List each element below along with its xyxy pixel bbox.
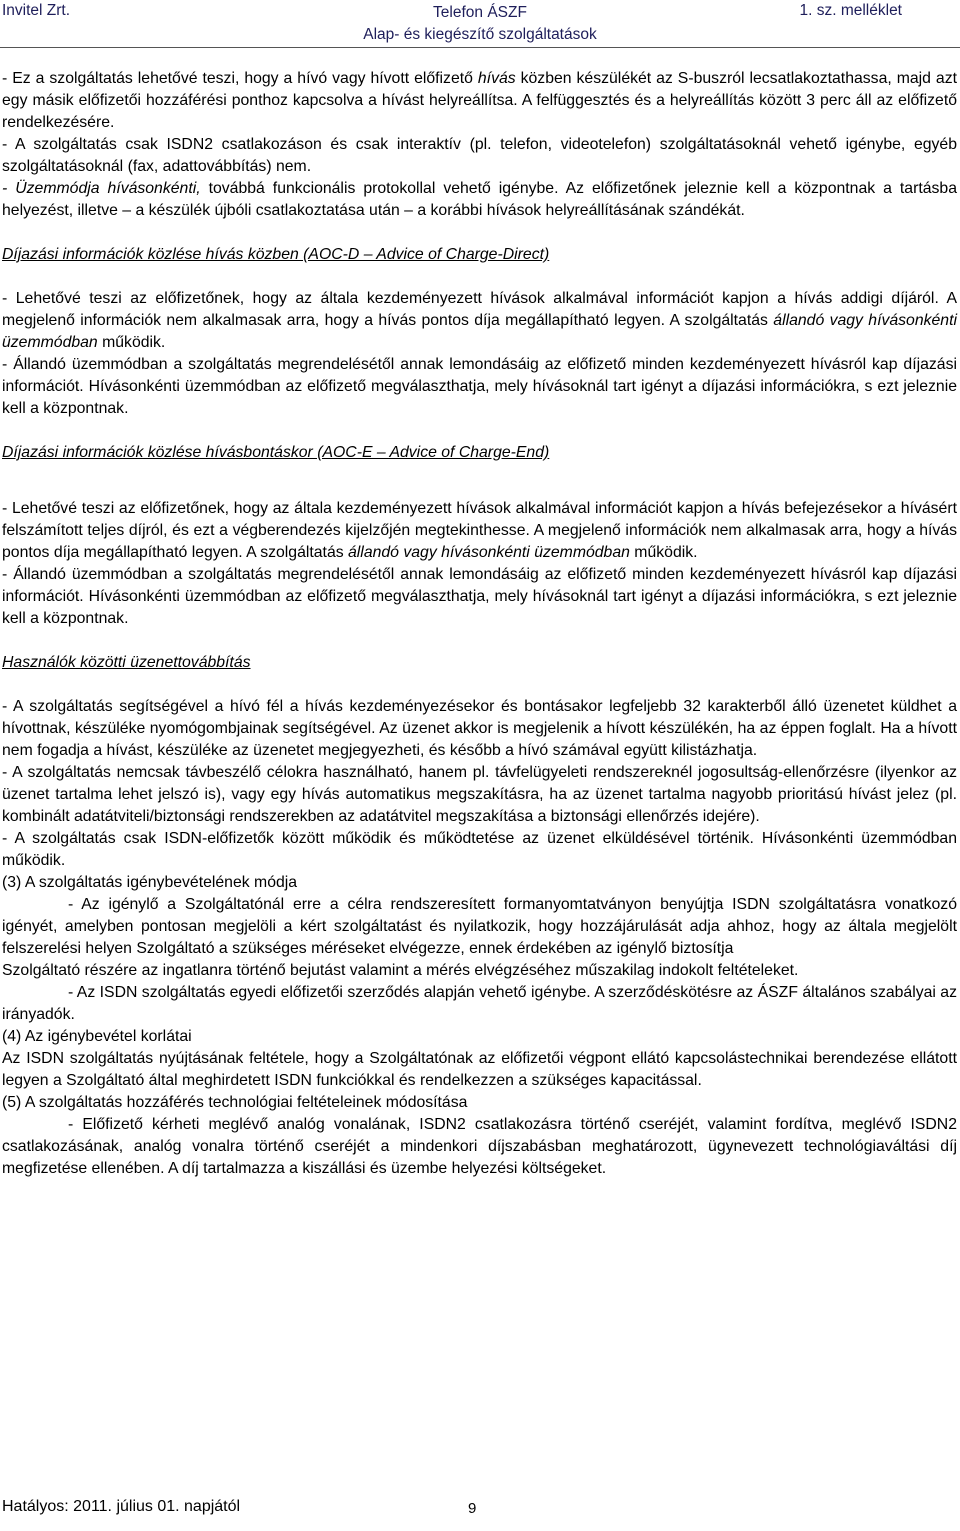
paragraph: - A szolgáltatás segítségével a hívó fél a hívás kezdeményezésekor és bontásakor legfeljebb 32 karakterből álló üzenetet küldhet a hívottnak, készüléke nyomógombjainak segítségével. Az üzenet akkor is megjelenik a hívott készülékén, ha az éppen foglalt. Ha a hívott nem fogadja a hívást, készüléke az üzenetet megjegyezheti, és később a hívó számával együtt kilistázhatja. [2,698,957,759]
text-run: továbbá funkcionális protokollal vehető igénybe. Az előfizetőnek jeleznie kell a központnak a tartásba helyezést, illetve – a készülék újbóli csatlakoztatása után – a korábbi hívások helyreállításának szándékát. [2,180,957,219]
paragraph: - Állandó üzemmódban a szolgáltatás megrendelésétől annak lemondásáig az előfizető minden kezdeményezett hívásról kap díjazási információt. Hívásonkénti üzemmódban az előfizető megválaszthatja, mely hívásoknál tart igényt a díjazási információkra, s ezt jeleznie kell a központnak. [2,356,957,417]
text-run: működik. [97,334,166,351]
text-run: működik. [629,544,698,561]
paragraph: - Az ISDN szolgáltatás egyedi előfizetői szerződés alapján vehető igénybe. A szerződéskötésre az ÁSZF általános szabályai az irányadók. [2,984,957,1023]
document-title: Telefon ÁSZF [433,4,527,21]
effective-date: Hatályos: 2011. július 01. napjától [2,1498,241,1515]
paragraph: - Előfizető kérheti meglévő analóg vonalának, ISDN2 csatlakozásra történő cseréjét, valamint fordítva, meglévő ISDN2 csatlakozásának, analóg vonalra történő cseréjét a mindenkori díjszabásban meghatározott, ügynevezett technológiaváltási díj megfizetése ellenében. A díj tartalmazza a kiszállási és üzembe helyezési költségeket. [2,1116,957,1177]
subsection-heading: (5) A szolgáltatás hozzáférés technológiai feltételeinek módosítása [2,1094,468,1111]
paragraph: - A szolgáltatás csak ISDN-előfizetők között működik és működtetése az üzenet elküldésével történik. Hívásonkénti üzemmódban működik. [2,830,957,869]
paragraph [2,288,957,354]
paragraph [2,498,957,564]
paragraph: - Állandó üzemmódban a szolgáltatás megrendelésétől annak lemondásáig az előfizető minden kezdeményezett hívásról kap díjazási információt. Hívásonkénti üzemmódban az előfizető megválaszthatja, mely hívásoknál tart igényt a díjazási információkra, s ezt jeleznie kell a központnak. [2,566,957,627]
italic-text: állandó vagy hívásonkénti üzemmódban [2,312,957,351]
page-number: 9 [468,1500,477,1517]
paragraph [2,178,957,222]
paragraph: Az ISDN szolgáltatás nyújtásának feltétele, hogy a Szolgáltatónak az előfizetői végpont ellátó kapcsolástechnikai berendezése ellátott legyen a Szolgáltató által meghirdetett ISDN funkciókkal és rendelkezzen a szükséges kapacitással. [2,1050,957,1089]
page-header [0,2,960,42]
subsection-heading: (3) A szolgáltatás igénybevételének módja [2,874,298,891]
italic-text: állandó vagy hívásonkénti üzemmódban [348,544,630,561]
annex-label: 1. sz. melléklet [799,2,902,19]
document-subtitle: Alap- és kiegészítő szolgáltatások [363,26,597,43]
text-run: - Lehetővé teszi az előfizetőnek, hogy az általa kezdeményezett hívások alkalmával információt kapjon a hívás addigi díjáról. A megjelenő információk nem alkalmasak arra, hogy a hívás pontos díja megállapítható legyen. A szolgáltatás [2,290,957,329]
text-run: közben készülékét az S-buszról lecsatlakoztathassa, majd azt egy másik előfizetői hozzáférési ponthoz kapcsolva a hívást helyreállítsa. A felfüggesztés és a helyreállítás között 3 perc áll az előfizető rendelkezésére. [2,70,957,131]
document-body [2,68,957,1180]
section-heading-uus: Használók közötti üzenettovábbítás [2,654,251,671]
page-footer [2,1498,960,1524]
subsection-heading: (4) Az igénybevétel korlátai [2,1028,192,1045]
company-name: Invitel Zrt. [2,2,71,19]
section-heading-aoc-d: Díjazási információk közlése hívás közben (AOC-D – Advice of Charge-Direct) [2,246,550,263]
italic-text: hívás [477,70,516,87]
paragraph: - A szolgáltatás csak ISDN2 csatlakozáson és csak interaktív (pl. telefon, videotelefon) szolgáltatásoknál vehető igénybe, egyéb szolgáltatásoknál (fax, adattovábbítás) nem. [2,136,957,175]
italic-text: - Üzemmódja hívásonkénti, [2,180,201,197]
paragraph: - A szolgáltatás nemcsak távbeszélő célokra használható, hanem pl. távfelügyeleti rendszereknél jogosultság-ellenőrzésre (ilyenkor az üzenet tartalma lehet jelszó is), vagy egy hívás automatikus megszakításra, ha az üzenet tartalma nagyobb prioritású hívást jelez (pl. kombinált adatátviteli/biztonsági rendszerekben az adatátvitel megszakítása a biztonsági ellenőrzés idejére). [2,764,957,825]
section-heading-aoc-e: Díjazási információk közlése hívásbontáskor (AOC-E – Advice of Charge-End) [2,444,550,461]
paragraph: - Az igénylő a Szolgáltatónál erre a célra rendszeresített formanyomtatványon benyújtja ISDN szolgáltatásra vonatkozó igényét, amelyben pontosan megjelöli a kért szolgáltatást és nyilatkozik, hogy hozzájárulását adja ahhoz, hogy az általa megjelölt felszerelési helyen Szolgáltató a szükséges méréseket elvégezze, ennek érdekében az igénylő biztosítja [2,896,957,957]
paragraph: Szolgáltató részére az ingatlanra történő bejutást valamint a mérés elvégzéséhez műszakilag indokolt feltételeket. [2,962,799,979]
paragraph [2,68,957,134]
text-run: - Lehetővé teszi az előfizetőnek, hogy az általa kezdeményezett hívások alkalmával információt kapjon a hívás befejezésekor a hívásért felszámított teljes díjról, és ezt a végberendezés kijelzőjén megtekinthesse. A megjelenő információk nem alkalmasak arra, hogy a hívás pontos díja megállapítható legyen. A szolgáltatás [2,500,957,561]
header-divider [0,47,960,48]
text-run: - Ez a szolgáltatás lehetővé teszi, hogy a hívó vagy hívott előfizető [2,70,478,87]
